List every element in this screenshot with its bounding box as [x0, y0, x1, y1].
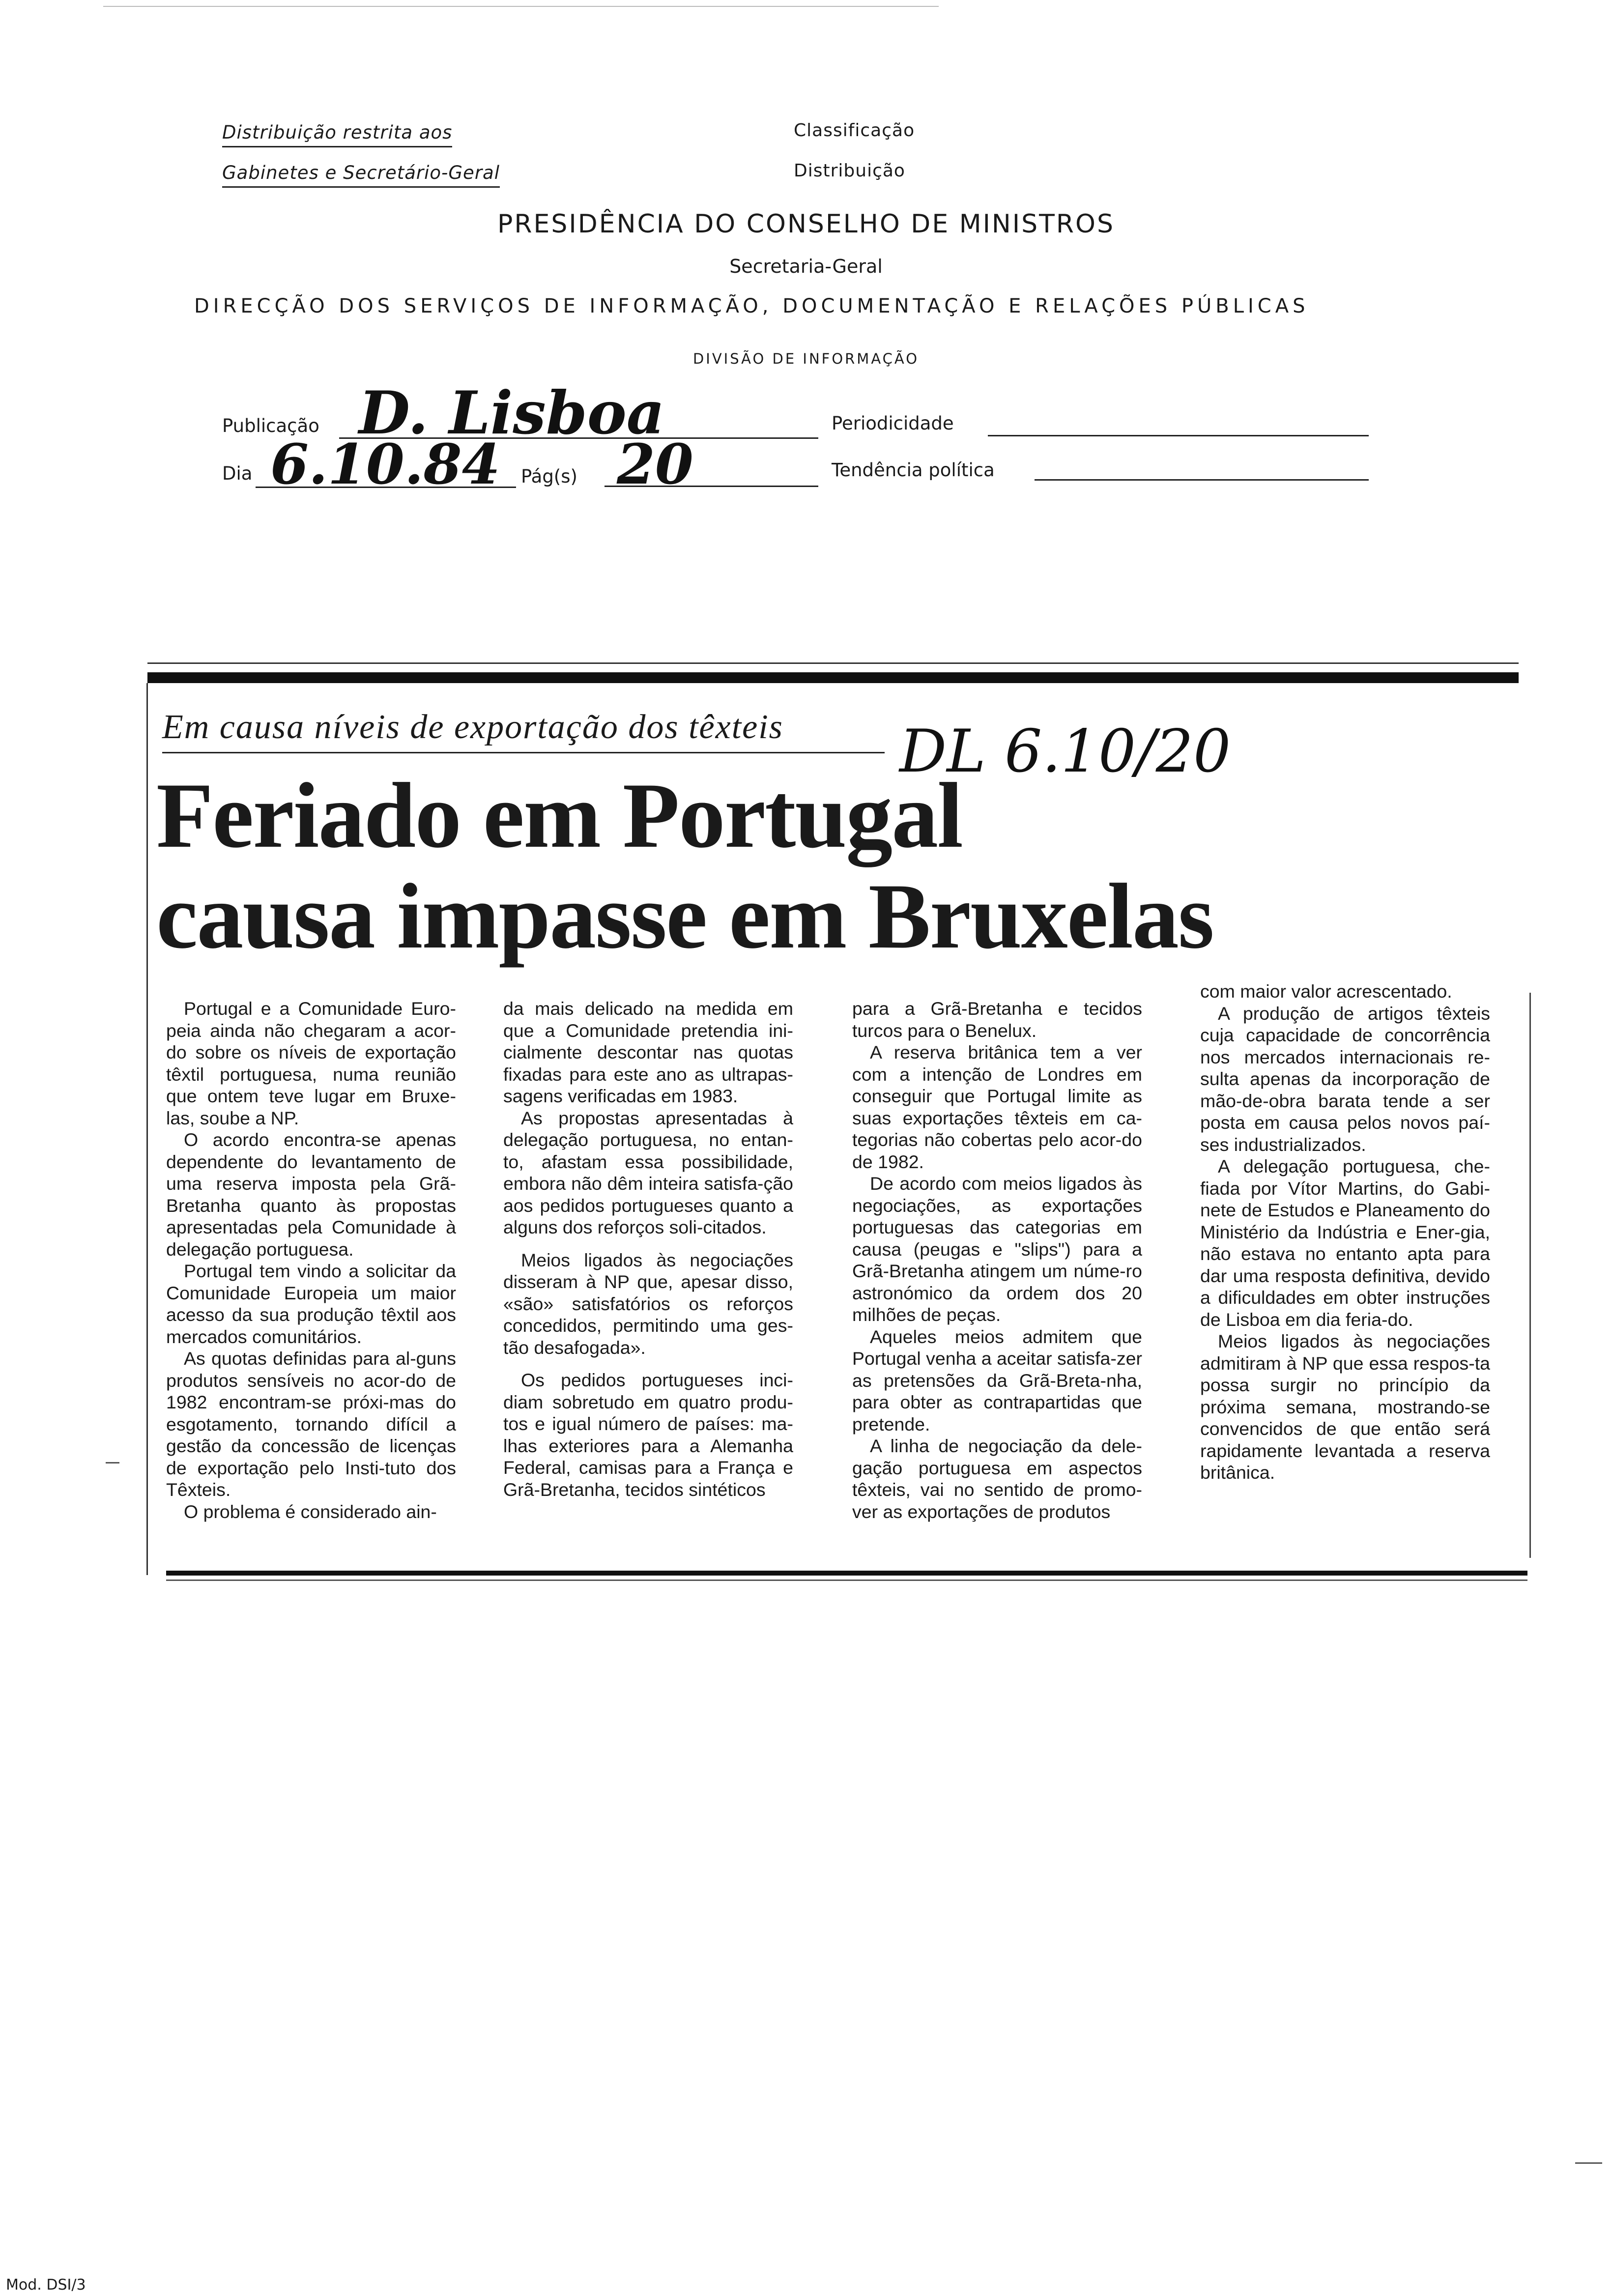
paragraph: Portugal tem vindo a solicitar da Comunidade Europeia um maior acesso da sua produção têxtil aos mercados comunitários.: [166, 1261, 456, 1347]
paragraph: para a Grã-Bretanha e tecidos turcos para o Benelux.: [852, 998, 1142, 1041]
restricted-distribution-line2: Gabinetes e Secretário-Geral: [222, 162, 500, 188]
paragraph: Meios ligados às negociações admitiram à NP que essa respos-ta possa surgir no princípio da próxima semana, mostrando-se convencidos de que então será rapidamente levantada a reserva britânica.: [1200, 1331, 1490, 1483]
tendencia-field-line: [1035, 479, 1369, 481]
distribuicao-label: Distribuição: [794, 161, 905, 181]
paragraph: Portugal e a Comunidade Euro-peia ainda não chegaram a acor-do sobre os níveis de exportação têxtil portuguesa, numa reunião que ontem teve lugar em Bruxe-las, soube a NP.: [166, 998, 456, 1128]
headline-line1: Feriado em Portugal: [156, 764, 962, 867]
paragraph: A reserva britânica tem a ver com a intenção de Londres em conseguir que Portugal limite as suas exportações têxteis em ca-tegorias não cobertas pelo acor-do de 1982.: [852, 1042, 1142, 1172]
classificacao-label: Classificação: [794, 120, 915, 141]
paragraph: da mais delicado na medida em que a Comunidade pretendia ini-cialmente descontar nas quotas fixadas para este ano as ultrapas-sagens verificadas em 1983.: [503, 998, 793, 1106]
pags-handwritten: 20: [617, 432, 693, 497]
scan-mark: [106, 1462, 119, 1464]
headline-line2: causa impasse em Bruxelas: [156, 865, 1213, 968]
dia-label: Dia: [222, 463, 253, 484]
direccao-line: DIRECÇÃO DOS SERVIÇOS DE INFORMAÇÃO, DOCUMENTAÇÃO E RELAÇÕES PÚBLICAS: [194, 295, 1309, 317]
paragraph: A linha de negociação da dele-gação portuguesa em aspectos têxteis, vai no sentido de promo-ver as exportações de produtos: [852, 1435, 1142, 1522]
publicacao-handwritten: D. Lisboa: [359, 378, 665, 448]
secretaria-geral: Secretaria-Geral: [729, 256, 883, 277]
article-kicker: Em causa níveis de exportação dos têxteis: [162, 708, 783, 746]
article-column-2: [503, 998, 793, 1500]
article-column-1: [166, 998, 456, 1522]
clipping-bottom-thin-rule: [166, 1579, 1527, 1581]
institution-title: PRESIDÊNCIA DO CONSELHO DE MINISTROS: [497, 209, 1115, 239]
scan-edge-line: [103, 6, 939, 7]
restricted-distribution-line1: Distribuição restrita aos: [222, 122, 452, 147]
divisao-line: DIVISÃO DE INFORMAÇÃO: [692, 350, 920, 367]
clipping-top-rule: [147, 672, 1519, 683]
paragraph: O acordo encontra-se apenas dependente do levantamento de uma reserva imposta pela Grã-Bretanha quanto às propostas apresentadas pela Comunidade à delegação portuguesa.: [166, 1129, 456, 1260]
paragraph: A produção de artigos têxteis cuja capacidade de concorrência nos mercados internacionais re-sulta apenas da incorporação de mão-de-obra barata tende a ser posta em causa pelos novos paí-ses industrializados.: [1200, 1003, 1490, 1155]
periodicidade-label: Periodicidade: [832, 413, 954, 434]
clipping-bottom-rule: [166, 1571, 1527, 1576]
dia-handwritten: 6.10.84: [270, 432, 500, 497]
paragraph: De acordo com meios ligados às negociações, as exportações portuguesas das categorias em causa (peugas e "slips") para a Grã-Bretanha atingem um núme-ro astronómico da ordem dos 20 milhões de peças.: [852, 1173, 1142, 1325]
paragraph: As propostas apresentadas à delegação portuguesa, no entan-to, afastam essa possibilidade, embora não dêm inteira satisfa-ção aos pedidos portugueses quanto a alguns dos reforços soli-citados.: [503, 1107, 793, 1237]
clipping-right-rule: [1529, 993, 1531, 1558]
clipping-top-thin-rule: [147, 662, 1519, 664]
paragraph: As quotas definidas para al-guns produtos sensíveis no acor-do de 1982 encontram-se próxi-mas do esgotamento, tornando difícil a gestão da concessão de licenças de exportação pelo Insti-tuto dos Têxteis.: [166, 1348, 456, 1500]
handwritten-reference-note: DL 6.10/20: [899, 718, 1231, 786]
paragraph: Meios ligados às negociações disseram à NP que, apesar disso, «são» satisfatórios os reforços concedidos, permitindo uma ges-tão desafogada».: [503, 1249, 793, 1358]
paragraph: Os pedidos portugueses inci-diam sobretudo em quatro produ-tos e igual número de países: ma-lhas exteriores para a Alemanha Federal, camisas para a França e Grã-Bretanha, tecidos sintéticos: [503, 1370, 793, 1500]
scan-mark: [1575, 2162, 1602, 2164]
form-model-code: Mod. DSI/3: [6, 2276, 86, 2294]
pags-label: Pág(s): [521, 466, 577, 487]
paragraph: O problema é considerado ain-: [184, 1501, 437, 1522]
periodicidade-field-line: [988, 435, 1369, 436]
tendencia-label: Tendência política: [832, 459, 995, 481]
publicacao-label: Publicação: [222, 415, 319, 436]
kicker-underline: [162, 752, 885, 753]
article-column-4: [1200, 980, 1490, 1484]
article-column-3: [852, 998, 1142, 1522]
clipping-left-rule: [146, 683, 148, 1575]
paragraph: com maior valor acrescentado.: [1200, 981, 1452, 1002]
paragraph: Aqueles meios admitem que Portugal venha a aceitar satisfa-zer as pretensões da Grã-Breta-nha, para obter as contrapartidas que pretende.: [852, 1326, 1142, 1435]
paragraph: A delegação portuguesa, che-fiada por Vítor Martins, do Gabi-nete de Estudos e Planeamento do Ministério da Indústria e Ener-gia, não estava no entanto apta para dar uma resposta definitiva, devido a dificuldades em obter instruções de Lisboa em dia feria-do.: [1200, 1156, 1490, 1330]
